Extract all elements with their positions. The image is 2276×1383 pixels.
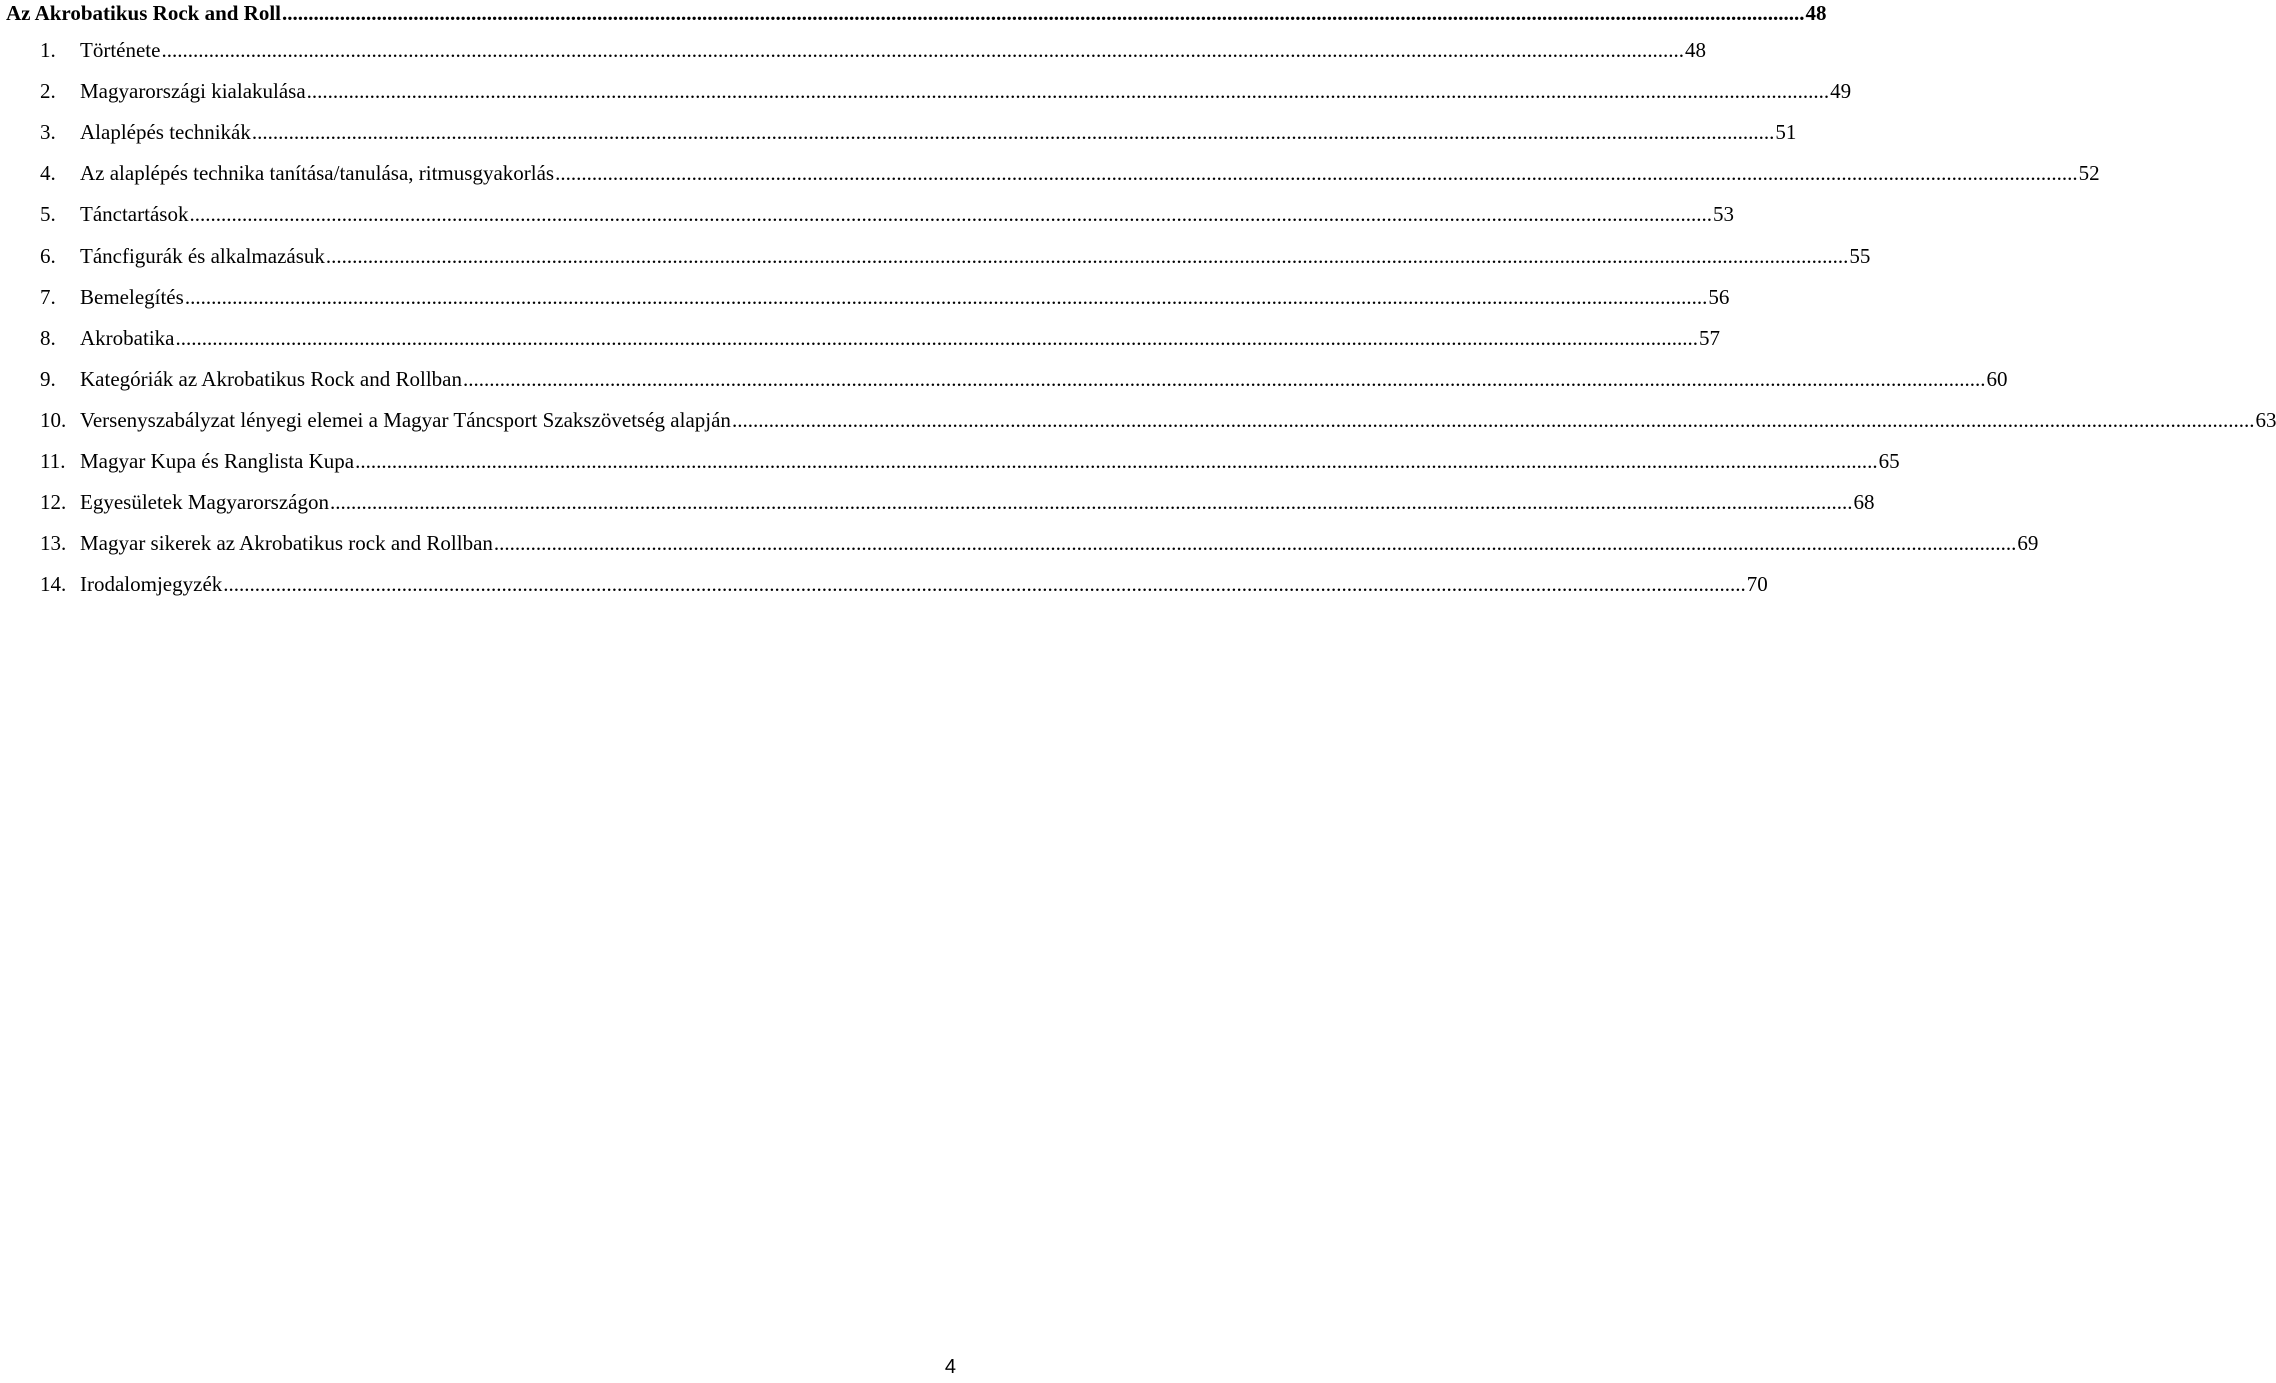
toc-entry[interactable] — [40, 448, 1900, 474]
toc-entry-number: 14. — [40, 572, 67, 596]
page-number: 4 — [944, 1356, 956, 1378]
toc-entry[interactable] — [40, 366, 2008, 392]
toc-entry-title: Magyar sikerek az Akrobatikus rock and Rollban — [80, 531, 493, 555]
toc-entry-number: 10. — [40, 408, 67, 432]
toc-leader-dots — [185, 285, 1708, 310]
toc-entry-number: 6. — [40, 244, 56, 268]
toc-entry-title: Története — [80, 38, 161, 62]
toc-leader-dots — [330, 490, 1853, 515]
toc-entry-page: 51 — [1775, 120, 1797, 144]
toc-entry-page: 55 — [1849, 244, 1871, 268]
toc-entry-number: 12. — [40, 490, 67, 514]
toc-entry-number: 11. — [40, 449, 66, 473]
toc-heading-page: 48 — [1805, 1, 1827, 25]
toc-entry-title: Versenyszabályzat lényegi elemei a Magyar Táncsport Szakszövetség alapján — [80, 408, 731, 432]
toc-entry-page: 60 — [1986, 367, 2008, 391]
toc-entry-number: 3. — [40, 120, 56, 144]
toc-entry-number: 8. — [40, 326, 56, 350]
toc-entry-page: 49 — [1830, 79, 1852, 103]
toc-entry-page: 57 — [1698, 326, 1720, 350]
toc-entry-number: 5. — [40, 202, 56, 226]
toc-entry-page: 69 — [2017, 531, 2039, 555]
toc-entry[interactable] — [40, 160, 2100, 186]
toc-entry-number: 13. — [40, 531, 67, 555]
toc-entry-title: Magyarországi kialakulása — [80, 79, 306, 103]
toc-heading[interactable] — [6, 0, 1827, 26]
toc-leader-dots — [355, 449, 1878, 474]
toc-entry-title: Magyar Kupa és Ranglista Kupa — [80, 449, 355, 473]
toc-entry-page: 70 — [1746, 572, 1768, 596]
toc-entry-number: 1. — [40, 38, 56, 62]
toc-entry[interactable] — [40, 119, 1797, 145]
toc-entry-page: 65 — [1878, 449, 1900, 473]
toc-entry-number: 2. — [40, 79, 56, 103]
toc-entry[interactable] — [40, 243, 1871, 269]
toc-leader-dots — [282, 1, 1805, 26]
toc-leader-dots — [555, 161, 2078, 186]
toc-entry-number: 7. — [40, 285, 56, 309]
toc-entry-title: Táncfigurák és alkalmazásuk — [80, 244, 325, 268]
toc-entry-page: 53 — [1712, 202, 1734, 226]
toc-entry[interactable] — [40, 37, 1706, 63]
toc-entry-title: Bemelegítés — [80, 285, 184, 309]
toc-entry-title: Irodalomjegyzék — [80, 572, 223, 596]
toc-entry[interactable] — [40, 571, 1768, 597]
toc-leader-dots — [463, 367, 1986, 392]
toc-entry[interactable] — [40, 530, 2039, 556]
toc-entry-title: Kategóriák az Akrobatikus Rock and Rollban — [80, 367, 462, 391]
toc-entry-page: 68 — [1853, 490, 1875, 514]
toc-entry[interactable] — [40, 325, 1720, 351]
toc-entry-title: Tánctartások — [80, 202, 189, 226]
toc-entry-page: 63 — [2255, 408, 2276, 432]
toc-entry[interactable] — [40, 407, 2276, 433]
toc-entry[interactable] — [40, 201, 1734, 227]
toc-entry-title: Az alaplépés technika tanítása/tanulása, ritmusgyakorlás — [80, 161, 555, 185]
toc-leader-dots — [732, 408, 2255, 433]
toc-leader-dots — [307, 79, 1830, 104]
toc-leader-dots — [252, 120, 1775, 145]
toc-entry[interactable] — [40, 489, 1875, 515]
toc-leader-dots — [326, 244, 1849, 269]
toc-leader-dots — [189, 202, 1712, 227]
toc-entry-number: 4. — [40, 161, 56, 185]
toc-entry-number: 9. — [40, 367, 56, 391]
toc-entry-page: 48 — [1684, 38, 1706, 62]
toc-leader-dots — [161, 38, 1684, 63]
toc-entry[interactable] — [40, 78, 1852, 104]
toc-leader-dots — [223, 572, 1746, 597]
toc-entry[interactable] — [40, 284, 1730, 310]
toc-entry-page: 56 — [1708, 285, 1730, 309]
toc-leader-dots — [494, 531, 2017, 556]
toc-leader-dots — [175, 326, 1698, 351]
toc-entry-page: 52 — [2078, 161, 2100, 185]
toc-entry-title: Alaplépés technikák — [80, 120, 251, 144]
toc-heading-title: Az Akrobatikus Rock and Roll — [6, 1, 282, 25]
toc-entry-title: Akrobatika — [80, 326, 175, 350]
toc-entry-title: Egyesületek Magyarországon — [80, 490, 329, 514]
